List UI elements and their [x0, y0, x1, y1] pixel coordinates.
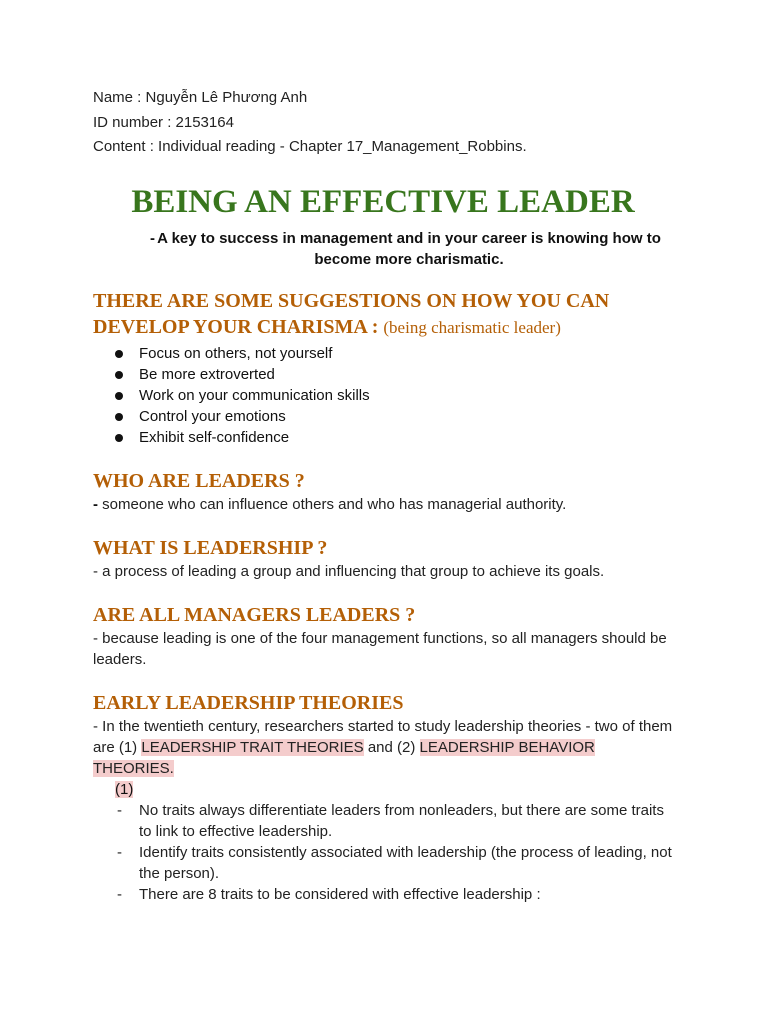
list-item — [93, 800, 673, 842]
list-item-text: Be more extroverted — [139, 365, 275, 383]
list-item — [93, 385, 673, 406]
content-line: Content : Individual reading - Chapter 17_Management_Robbins. — [93, 138, 527, 155]
early-intro — [93, 716, 673, 779]
dash-marker: - — [117, 843, 122, 861]
trait-points — [93, 800, 673, 905]
tagline-dash: - — [150, 229, 155, 247]
bullet-icon — [115, 350, 123, 358]
charisma-subheading: (being charismatic leader) — [383, 317, 561, 337]
who-heading: WHO ARE LEADERS ? — [93, 469, 305, 492]
managers-heading: ARE ALL MANAGERS LEADERS ? — [93, 603, 416, 626]
id-line: ID number : 2153164 — [93, 113, 234, 131]
meta-block — [93, 86, 673, 160]
highlight-trait-theories: LEADERSHIP TRAIT THEORIES — [141, 738, 364, 756]
early-intro-b: and (2) — [363, 738, 420, 756]
charisma-heading — [93, 288, 673, 341]
charisma-heading-text: THERE ARE SOME SUGGESTIONS ON HOW YOU CAN DEVELOP YOUR CHARISMA : — [93, 289, 610, 338]
managers-text: - because leading is one of the four management functions, so all managers should be leaders. — [93, 629, 667, 668]
tagline — [93, 228, 673, 270]
who-text — [93, 494, 673, 515]
section-managers — [93, 602, 673, 670]
bullet-icon — [115, 392, 123, 400]
bullet-icon — [115, 371, 123, 379]
dash-marker: - — [117, 801, 122, 819]
list-item-text: Control your emotions — [139, 407, 286, 425]
list-item-text: No traits always differentiate leaders from nonleaders, but there are some traits to link to effective leadership. — [139, 801, 664, 840]
bullet-icon — [115, 413, 123, 421]
list-item-text: There are 8 traits to be considered with effective leadership : — [139, 885, 541, 903]
charisma-list — [93, 343, 673, 448]
bullet-icon — [115, 434, 123, 442]
list-item — [93, 406, 673, 427]
what-heading: WHAT IS LEADERSHIP ? — [93, 536, 328, 559]
theory-marker: (1) — [115, 780, 134, 798]
list-item-text: Work on your communication skills — [139, 386, 370, 404]
marker-line — [115, 779, 673, 800]
what-text: - a process of leading a group and influencing that group to achieve its goals. — [93, 562, 605, 580]
early-intro-a: - In the twentieth century, researchers started to study leadership theories - two of them are (1) — [93, 717, 673, 756]
early-heading: EARLY LEADERSHIP THEORIES — [93, 691, 404, 714]
list-item-text: Identify traits consistently associated with leadership (the process of leading, not the person). — [139, 843, 672, 882]
tagline-text: A key to success in management and in your career is knowing how to become more charismatic. — [157, 229, 661, 268]
section-who — [93, 468, 673, 515]
list-item — [93, 364, 673, 385]
dash-marker: - — [117, 885, 122, 903]
document-page — [93, 86, 673, 905]
list-item — [93, 343, 673, 364]
list-item — [93, 842, 673, 884]
document-title: BEING AN EFFECTIVE LEADER — [131, 183, 635, 220]
section-what — [93, 535, 673, 582]
list-item — [93, 884, 673, 905]
list-item — [93, 427, 673, 448]
name-line: Name : Nguyễn Lê Phương Anh — [93, 89, 308, 106]
highlight-behavior-theories: LEADERSHIP BEHAVIOR THEORIES. — [93, 738, 595, 777]
section-early-theories — [93, 690, 673, 905]
list-item-text: Focus on others, not yourself — [139, 344, 333, 362]
list-item-text: Exhibit self-confidence — [139, 428, 290, 446]
who-dash: - — [93, 495, 98, 513]
who-definition: someone who can influence others and who has managerial authority. — [98, 495, 567, 513]
